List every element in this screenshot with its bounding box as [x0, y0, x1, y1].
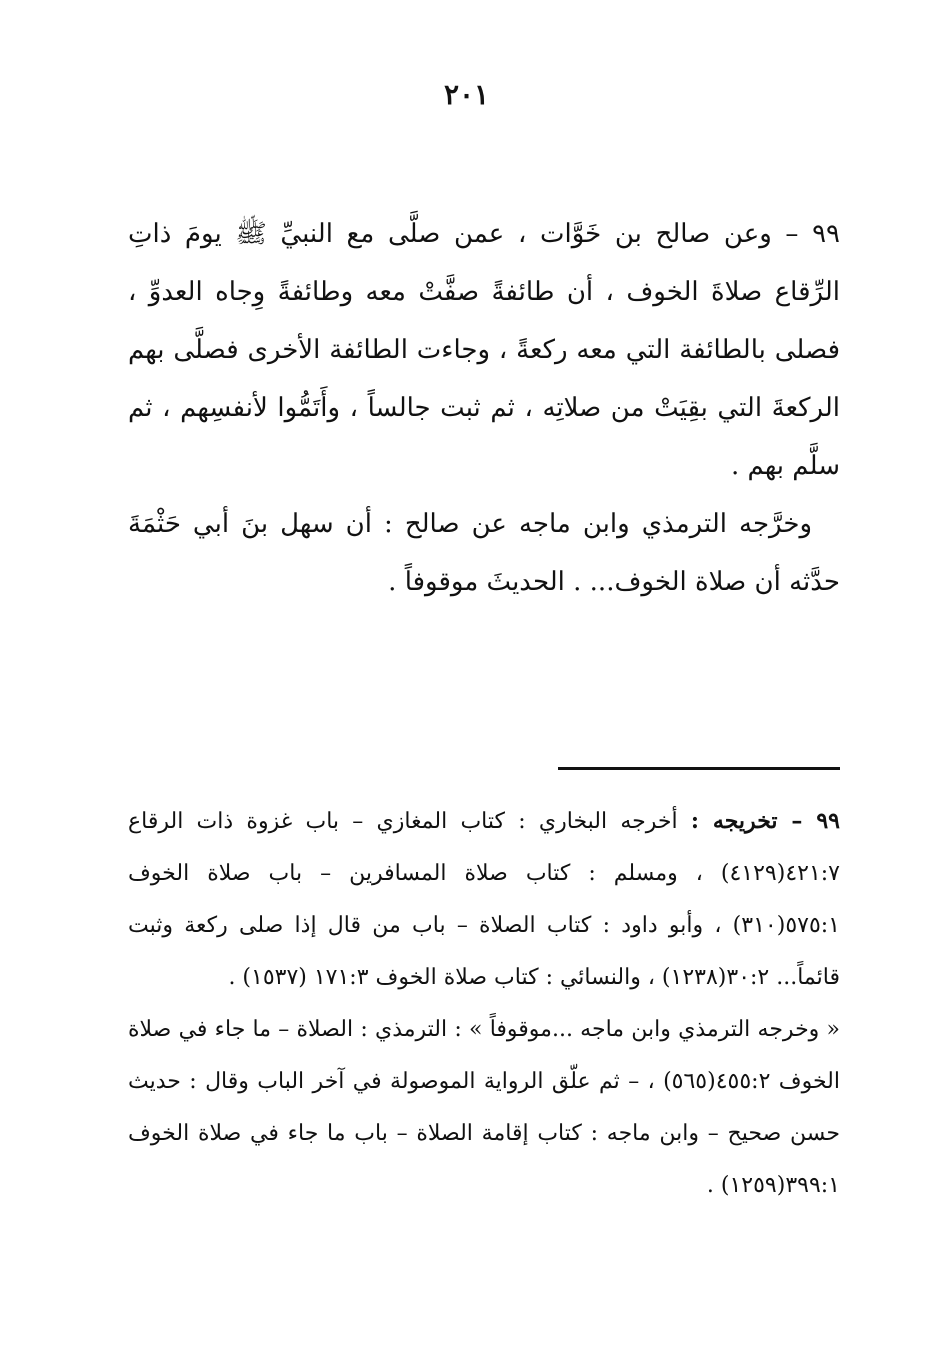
hadith-narration-note: وخرَّجه الترمذي وابن ماجه عن صالح : أن سهل بنَ أبي حَثْمَةَ حدَّثه أن صلاة الخوف... . الحديثَ موقوفاً . — [128, 509, 840, 597]
footnote-tirmidhi: « وخرجه الترمذي وابن ماجه ...موقوفاً » : الترمذي : الصلاة – ما جاء في صلاة الخوف ٤٥٥:٢(٥٦٥) ، – ثم علّق الرواية الموصولة في آخر الباب وقال : حديث حسن صحيح – وابن ماجه : كتاب إقامة الصلاة – باب ما جاء في صلاة الخوف ٣٩٩:١(١٢٥٩) . — [128, 1017, 840, 1198]
hadith-paragraph: ٩٩ – وعن صالح بن خَوَّات ، عمن صلَّى مع النبيِّ ﷺ يومَ ذاتِ الرِّقاع صلاةَ الخوف ، أن طائفةً صفَّتْ معه وطائفةً وِجاه العدوِّ ، فصلى بالطائفة التي معه ركعةً ، وجاءت الطائفة الأخرى فصلَّى بهم الركعةَ التي بقِيَتْ من صلاتِه ، ثم ثبت جالساً ، وأَتَمُّوا لأنفسِهم ، ثم سلَّم بهم . — [128, 219, 840, 481]
hadith-body — [128, 205, 840, 611]
footnote-takhrij-text: أخرجه البخاري : كتاب المغازي – باب غزوة ذات الرقاع ٤٢١:٧(٤١٢٩) ، ومسلم : كتاب صلاة المسافرين – باب صلاة الخوف ٥٧٥:١(٣١٠) ، وأبو داود : كتاب الصلاة – باب من قال إذا صلى ركعة وثبت قائماً... ٣٠:٢(١٢٣٨) ، والنسائي : كتاب صلاة الخوف ١٧١:٣ (١٥٣٧) . — [128, 809, 840, 990]
footnotes-section — [128, 795, 840, 1212]
footnote-takhrij — [128, 795, 840, 1004]
footnote-label: ٩٩ – تخريجه : — [690, 808, 840, 834]
page-number: ٢٠١ — [443, 78, 490, 111]
footnote-divider — [558, 767, 840, 770]
